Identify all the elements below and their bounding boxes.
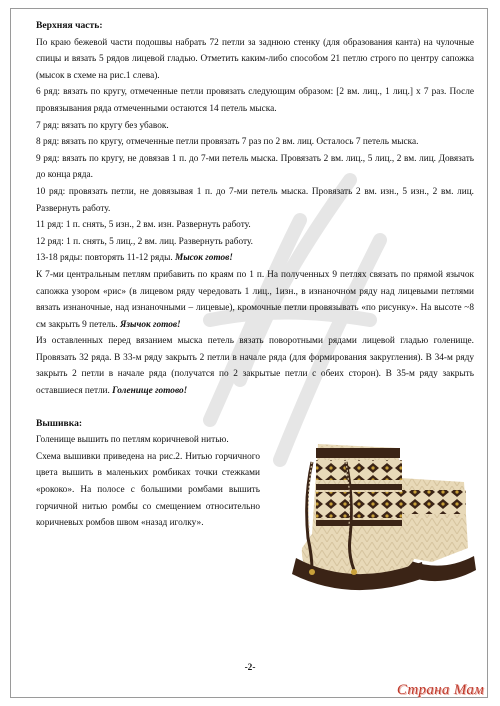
shaft-done-note: Голенище готово!	[112, 386, 188, 397]
row-13-18	[36, 250, 474, 267]
embroidery-block	[36, 432, 260, 532]
tongue-done-note: Язычок готов!	[119, 319, 181, 330]
section-heading-embroidery: Вышивка:	[36, 417, 83, 429]
row-8: 8 ряд: вязать по кругу, отмеченные петли провязать 7 раз по 2 вм. лиц. Осталось 7 петель мыска.	[36, 137, 419, 148]
row-12: 12 ряд: 1 п. снять, 5 лиц., 2 вм. лиц. Развернуть работу.	[36, 236, 253, 247]
tongue-text: К 7-ми центральным петлям прибавить по краям по 1 п. На полученных 9 петлях связать по прямой язычок сапожка узором «рис» (в лицевом ряду чередовать 1 лиц., 1изн., в изнаночном ряду над лицевыми петлями вязать изнаночные, над изнаночными – лицевые), кромочные петли провязывать «по рисунку». На высоте ~8 см закрыть 9 петель.	[36, 269, 474, 330]
embroidery-line-2: Схема вышивки приведена на рис.2. Нитью горчичного цвета вышить в маленьких ромбиках точки стежками «рококо». На полосе с большими ромбами вышить горчичной нитью ромбы со смещением относительно коричневых ромбов швом «назад иголку».	[36, 451, 260, 529]
row-9: 9 ряд: вязать по кругу, не довязав 1 п. до 7-ми петель мыска. Провязать 2 вм. лиц., 5 лиц., 2 вм. лиц. Довязать до конца ряда.	[36, 153, 474, 181]
section-heading-top: Верхняя часть:	[36, 20, 103, 31]
row-13-18-text: 13-18 ряды: повторять 11-12 ряды.	[36, 253, 173, 264]
paragraph-cast-on: По краю бежевой части подошвы набрать 72 петли за заднюю стенку (для образования канта) на чулочные спицы и вязать 5 рядов лицевой гладью. Отметить каким-либо способом 21 петлю строго по центру сапожка (мысок в схеме на рис.1 слева).	[36, 37, 474, 81]
row-7: 7 ряд: вязать по кругу без убавок.	[36, 120, 169, 131]
booties-photo	[282, 438, 478, 598]
toe-done-note: Мысок готов!	[174, 253, 233, 264]
paragraph-tongue	[36, 267, 474, 333]
site-logo: Страна Мам	[396, 682, 484, 698]
shaft-text: Из оставленных перед вязанием мыска петель вязать поворотными рядами лицевой гладью голенище. Провязать 32 ряда. В 33-м ряду закрыть 2 петли в начале ряда (для формирования закругления). В 34-м ряду закрыть 2 петли в начале ряда (получатся по 2 закрытые петли с обеих сторон). В 35-м ряду закрыть оставшиеся петли.	[36, 336, 474, 397]
row-6: 6 ряд: вязать по кругу, отмеченные петли провязать следующим образом: [2 вм. лиц., 1 лиц.] х 7 раз. После провязывания ряда отмеченными остаются 14 петель мыска.	[36, 87, 474, 114]
row-10: 10 ряд: провязать петли, не довязывая 1 п. до 7-ми петель мыска. Провязать 2 вм. изн., 5 изн., 2 вм. лиц. Развернуть работу.	[36, 186, 474, 214]
paragraph-shaft	[36, 333, 474, 399]
embroidery-line-1: Голенище вышить по петлям коричневой нитью.	[36, 435, 229, 446]
page-number: -2-	[244, 663, 256, 673]
row-11: 11 ряд: 1 п. снять, 5 изн., 2 вм. изн. Развернуть работу.	[36, 220, 251, 231]
